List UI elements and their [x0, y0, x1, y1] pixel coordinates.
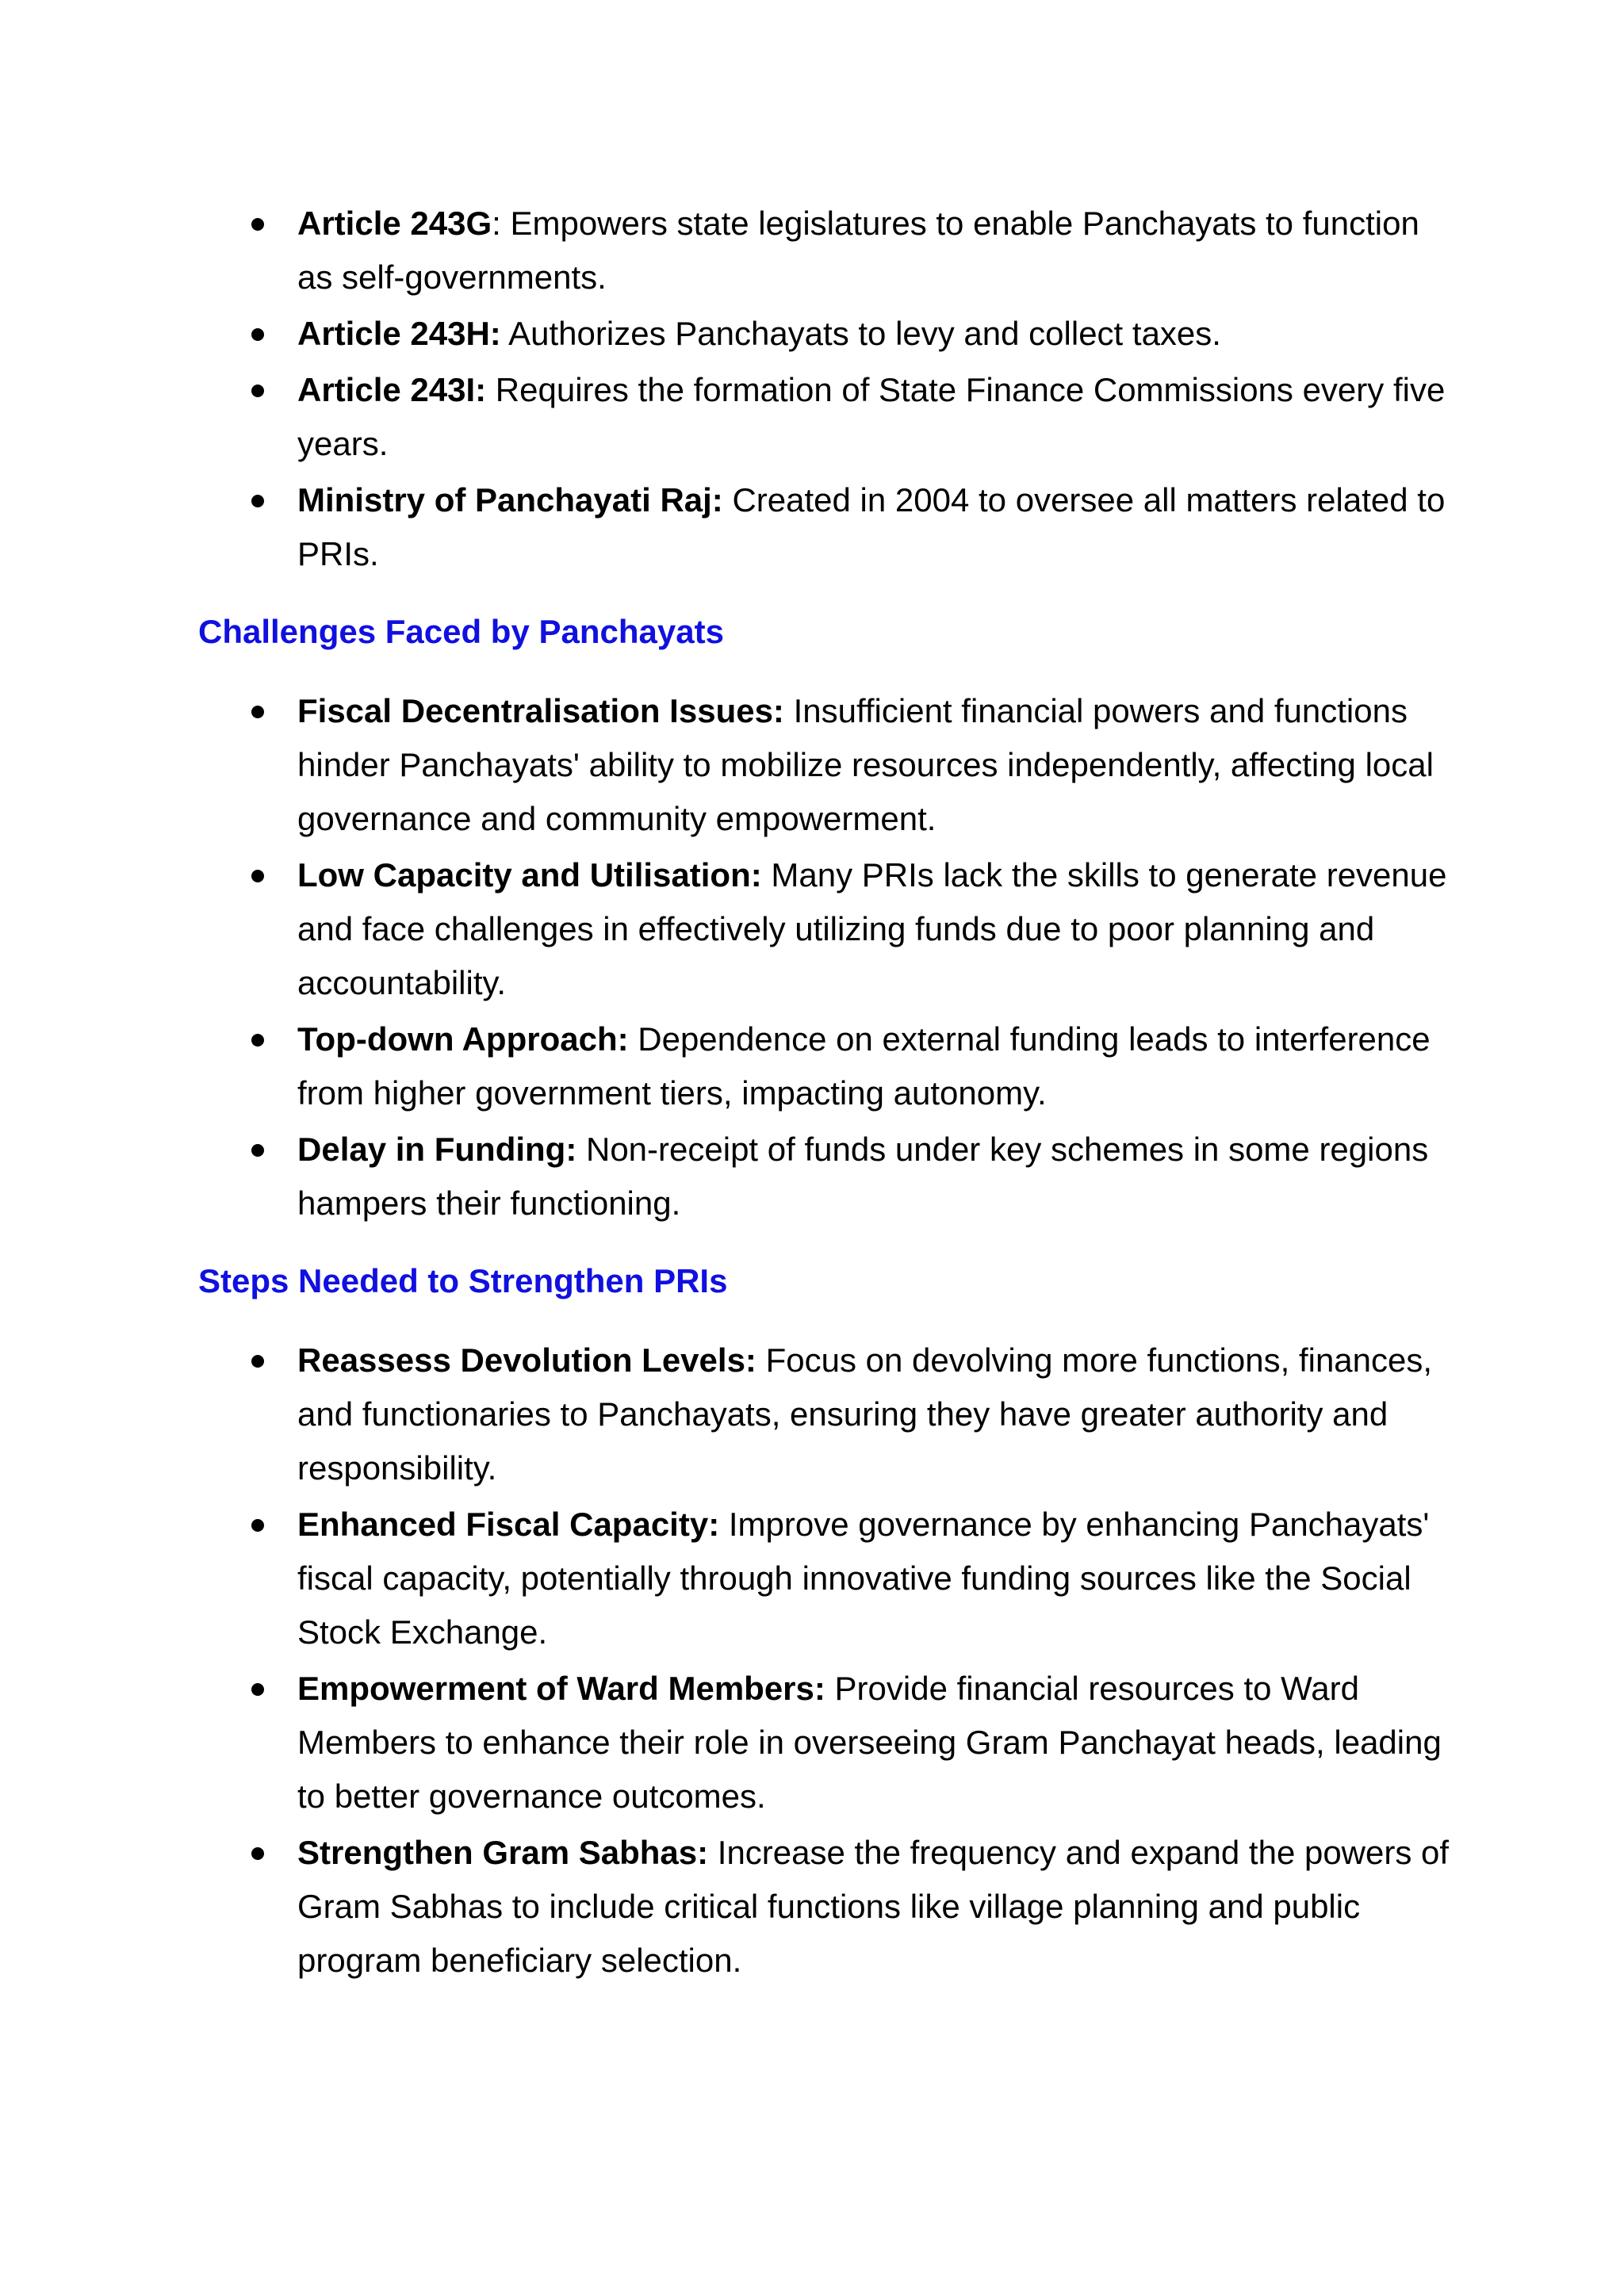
item-description: Increase the frequency and expand the powers of Gram Sabhas to include critical functions like village planning and public program beneficiary selection. — [297, 1834, 1450, 1979]
bullet-icon — [251, 1144, 264, 1157]
item-separator: : — [492, 205, 501, 242]
bullet-icon — [251, 1355, 264, 1368]
item-description: Dependence on external funding leads to interference from higher government tiers, impacting autonomy. — [297, 1020, 1431, 1112]
item-term: Enhanced Fiscal Capacity: — [297, 1506, 720, 1543]
item-description: Empowers state legislatures to enable Panchayats to function as self-governments. — [297, 205, 1419, 296]
list-item — [198, 307, 1451, 361]
list-item — [198, 197, 1451, 304]
item-description: Non-receipt of funds under key schemes in some regions hampers their functioning. — [297, 1131, 1429, 1222]
item-term: Low Capacity and Utilisation: — [297, 856, 762, 894]
section-heading-steps: Steps Needed to Strengthen PRIs — [198, 1262, 728, 1299]
list-item — [198, 363, 1451, 471]
constitutional-provisions-list — [198, 197, 1451, 581]
list-item — [198, 1012, 1451, 1120]
bullet-icon — [251, 1847, 264, 1860]
list-item — [198, 1826, 1451, 1988]
item-description: Many PRIs lack the skills to generate revenue and face challenges in effectively utilizing funds due to poor planning and accountability. — [297, 856, 1447, 1001]
item-term: Article 243G — [297, 205, 492, 242]
item-term: Delay in Funding: — [297, 1131, 577, 1168]
challenges-list — [198, 684, 1451, 1230]
item-description: Focus on devolving more functions, finances, and functionaries to Panchayats, ensuring they have greater authority and responsibility. — [297, 1341, 1433, 1487]
bullet-icon — [251, 328, 264, 341]
item-term: Empowerment of Ward Members: — [297, 1670, 825, 1707]
list-item — [198, 848, 1451, 1010]
item-term: Strengthen Gram Sabhas: — [297, 1834, 709, 1871]
bullet-icon — [251, 1683, 264, 1696]
document-content — [198, 197, 1451, 1990]
item-description: Requires the formation of State Finance Commissions every five years. — [297, 371, 1446, 462]
bullet-icon — [251, 1519, 264, 1532]
list-item — [198, 1123, 1451, 1230]
bullet-icon — [251, 218, 264, 231]
item-term: Article 243H: — [297, 315, 501, 352]
list-item — [198, 1662, 1451, 1823]
bullet-icon — [251, 1034, 264, 1047]
bullet-icon — [251, 870, 264, 882]
item-term: Top-down Approach: — [297, 1020, 629, 1058]
item-term: Fiscal Decentralisation Issues: — [297, 692, 784, 729]
section-heading-challenges: Challenges Faced by Panchayats — [198, 613, 724, 650]
item-term: Article 243I: — [297, 371, 487, 408]
item-description: Insufficient financial powers and functions hinder Panchayats' ability to mobilize resources independently, affecting local governance and community empowerment. — [297, 692, 1434, 837]
item-description: Provide financial resources to Ward Members to enhance their role in overseeing Gram Panchayat heads, leading to better governance outcomes. — [297, 1670, 1442, 1815]
item-description: Improve governance by enhancing Panchayats' fiscal capacity, potentially through innovative funding sources like the Social Stock Exchange. — [297, 1506, 1430, 1651]
list-item — [198, 684, 1451, 846]
item-description: Authorizes Panchayats to levy and collect taxes. — [500, 315, 1221, 352]
item-term: Reassess Devolution Levels: — [297, 1341, 756, 1379]
bullet-icon — [251, 385, 264, 397]
bullet-icon — [251, 706, 264, 718]
list-item — [198, 1498, 1451, 1659]
item-description: Created in 2004 to oversee all matters related to PRIs. — [297, 481, 1446, 572]
list-item — [198, 1334, 1451, 1495]
list-item — [198, 473, 1451, 581]
bullet-icon — [251, 495, 264, 507]
steps-list — [198, 1334, 1451, 1988]
item-term: Ministry of Panchayati Raj: — [297, 481, 723, 519]
